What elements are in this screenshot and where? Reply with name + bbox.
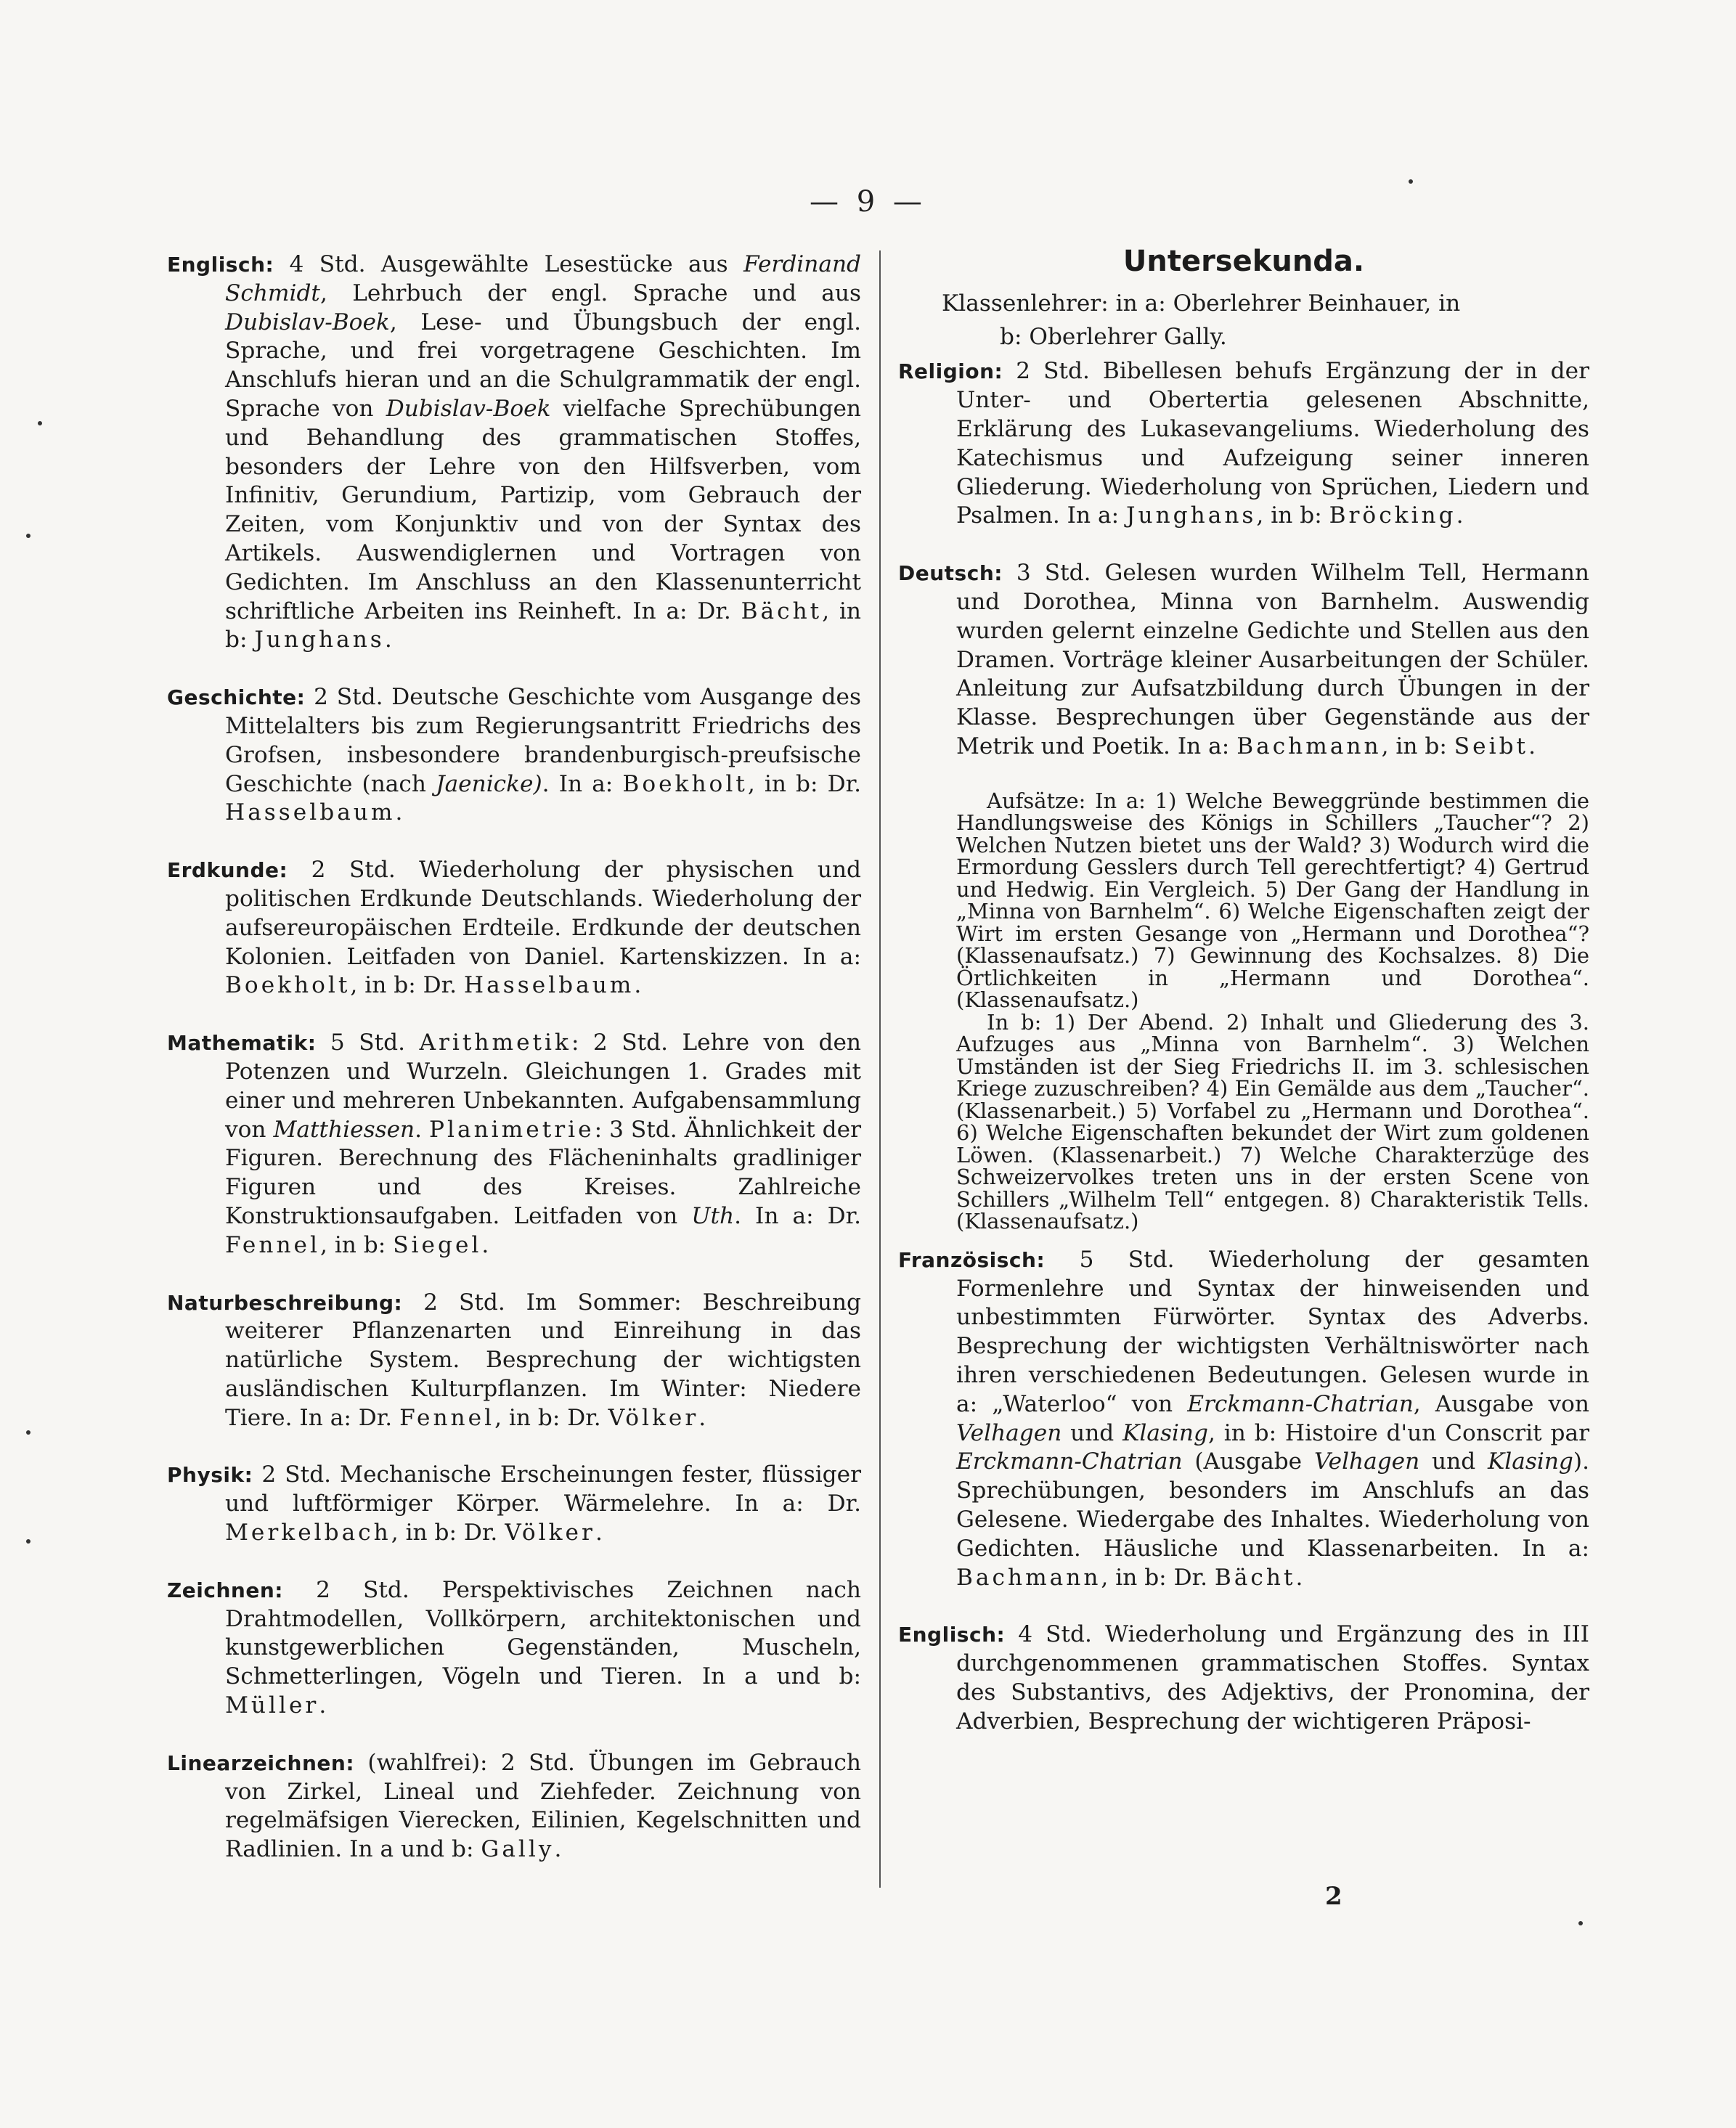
teacher-name: Arithmetik	[419, 1030, 571, 1056]
teacher-name: Bachmann	[1236, 733, 1382, 759]
subject-text: .	[319, 1692, 327, 1719]
book-reference: Uth	[691, 1202, 735, 1229]
subject-heading: Erdkunde:	[167, 858, 288, 883]
book-reference: Velhagen	[1313, 1448, 1420, 1475]
book-reference: Klasing	[1122, 1419, 1208, 1446]
class-teacher-line-2: b: Oberlehrer Gally.	[1000, 323, 1227, 350]
subject-text: , Lehrbuch der engl. Sprache und aus	[319, 280, 861, 306]
subject-heading: Religion:	[898, 359, 1003, 384]
teacher-name: Seibt	[1454, 733, 1529, 759]
subject-text: 2 Std. Bibellesen behufs Ergänzung der in der Unter- und Obertertia gelesenen Abschnitte, Erklärung des Lukasevangeliums. Wiederholung des Katechismus und Aufzeigung seiner inneren Gliederung. Wiederholung von Sprüchen, Liedern und Psalmen. In a:	[956, 358, 1589, 529]
essay-topics-b: In b: 1) Der Abend. 2) Inhalt und Gliederung des 3. Aufzuges aus „Minna von Barnhelm“. 3) Welchen Umständen ist der Sieg Friedrichs II. im 3. schlesischen Kriege zuzuschreiben? 4) Ein Gemälde aus dem „Taucher“. (Klassenarbeit.) 5) Vorfabel zu „Hermann und Dorothea“. 6) Welche Eigenschaften bekundet der Wirt zum goldenen Löwen. (Klassenarbeit.) 7) Welche Charakterzüge des Schweizervolkes treten uns in der ersten Scene von Schillers „Wilhelm Tell“ entgegen. 8) Charakteristik Tells. (Klassenaufsatz.)	[956, 1009, 1589, 1234]
subject-text: .	[1295, 1564, 1303, 1591]
subject-entry-naturbeschreibung	[167, 1289, 861, 1433]
subject-text: 2 Std. Perspektivisches Zeichnen nach Drahtmodellen, Vollkörpern, architektonischen und kunstgewerblichen Gegenständen, Muscheln, Schmetterlingen, Vögeln und Tieren. In a und b:	[225, 1576, 861, 1690]
subject-text: , in b:	[320, 1231, 394, 1258]
subject-text: , in b:	[225, 598, 861, 653]
column-divider	[879, 250, 881, 1888]
subject-entry-erdkunde	[167, 856, 861, 1000]
subject-text: .	[698, 1404, 706, 1431]
subject-text: , Ausgabe von	[1413, 1390, 1589, 1417]
teacher-name: Hasselbaum	[463, 972, 635, 999]
teacher-name: Junghans	[254, 627, 385, 653]
subject-text: 5 Std.	[316, 1030, 420, 1056]
subject-text: .	[1456, 502, 1464, 529]
subject-text: .	[1528, 733, 1536, 759]
book-reference: Erckmann-Chatrian	[956, 1448, 1183, 1475]
subject-entry-englisch	[167, 250, 861, 655]
subject-entry-religion	[898, 357, 1589, 531]
teacher-name: Völker	[505, 1520, 595, 1546]
subject-text: .	[481, 1231, 489, 1258]
book-reference: Dubislav-Boek	[386, 395, 551, 422]
teacher-name: Gally	[481, 1836, 555, 1863]
teacher-name: Völker	[608, 1404, 699, 1431]
subject-text: 5 Std. Wiederholung der gesamten Formenlehre und Syntax der hinweisenden und unbestimmten Fürwörter. Syntax des Adverbs. Besprechung der wichtigsten Verhältniswörter nach ihren verschiedenen Bedeutungen. Gelesen wurde in a: „Waterloo“ von	[956, 1246, 1589, 1417]
subject-text: , in b: Histoire d'un Conscrit par	[1207, 1419, 1589, 1446]
subject-text: : 3 Std. Ähnlichkeit der Figuren. Berechnung des Flächeninhalts gradliniger Figuren und des Kreises. Zahlreiche Konstruktionsaufgaben. Leitfaden von	[225, 1116, 862, 1229]
subject-heading: Physik:	[167, 1463, 253, 1488]
subject-heading: Linearzeichnen:	[167, 1750, 355, 1775]
teacher-name: Fennel	[399, 1404, 495, 1431]
subject-text: 2 Std. Im Sommer: Beschreibung weiterer Pflanzenarten und Einreihung in das natürliche System. Besprechung der wichtigsten ausländischen Kulturpflanzen. Im Winter: Niedere Tiere. In a: Dr.	[225, 1289, 861, 1431]
subject-entry-deutsch	[898, 559, 1589, 762]
subject-text: , in b: Dr.	[494, 1404, 608, 1431]
subject-text: , in b:	[1256, 502, 1329, 529]
book-reference: Ferdinand Schmidt	[225, 251, 861, 306]
teacher-name: Bächt	[741, 598, 823, 624]
teacher-name: Bröcking	[1329, 502, 1456, 529]
book-reference: Erckmann-Chatrian	[1187, 1390, 1414, 1417]
subject-text: , in b:	[1381, 733, 1454, 759]
subject-text: 2 Std. Wiederholung der physischen und politischen Erdkunde Deutschlands. Wiederholung der aufsereuropäischen Erdteile. Erdkunde der deutschen Kolonien. Leitfaden von Daniel. Kartenskizzen. In a:	[225, 857, 861, 970]
teacher-name: Boekholt	[622, 770, 748, 797]
subject-entry-mathematik	[167, 1029, 861, 1260]
teacher-name: Boekholt	[225, 972, 351, 999]
subject-text: : 2 Std. Lehre von den Potenzen und Wurzeln. Gleichungen 1. Grades mit einer und mehreren Unbekannten. Aufgabensammlung von	[225, 1030, 862, 1143]
subject-text: (Ausgabe	[1182, 1448, 1314, 1475]
subject-heading: Naturbeschreibung:	[167, 1290, 403, 1315]
subject-entry-zeichnen	[167, 1576, 861, 1721]
essay-topics	[956, 790, 1589, 1233]
subject-text: .	[415, 1116, 430, 1143]
book-reference: Jaenicke)	[436, 770, 542, 797]
subject-text: .	[595, 1520, 603, 1546]
subject-heading: Zeichnen:	[167, 1578, 283, 1602]
teacher-name: Bächt	[1214, 1564, 1296, 1591]
subject-text: 3 Std. Gelesen wurden Wilhelm Tell, Hermann und Dorothea, Minna von Barnhelm. Auswendig wurden gelernt einzelne Gedichte und Stellen aus den Dramen. Vorträge kleiner Ausarbeitungen der Schüler. Anleitung zur Aufsatzbildung durch Übungen in der Klasse. Besprechungen über Gegenstände aus der Metrik und Poetik. In a:	[956, 560, 1589, 759]
subject-entry-physik	[167, 1461, 861, 1547]
subject-text: vielfache Sprechübungen und Behandlung des grammatischen Stoffes, besonders der Lehre von den Hilfsverben, vom Infinitiv, Gerundium, Partizip, vom Gebrauch der Zeiten, vom Konjunktiv und von der Syntax des Artikels. Auswendiglernen und Vortragen von Gedichten. Im Anschluss an den Klassenunterricht schriftliche Arbeiten ins Reinheft. In a: Dr.	[225, 395, 861, 624]
teacher-name: Müller	[225, 1692, 319, 1719]
subject-heading: Englisch:	[898, 1623, 1006, 1647]
subject-text: ). Sprechübungen, besonders im Anschlufs an das Gelesene. Wiedergabe des Inhaltes. Wiederholung von Gedichten. Häusliche und Klassenarbeiten. In a:	[956, 1448, 1589, 1562]
scan-speck	[26, 534, 30, 538]
subject-text: , in b: Dr.	[747, 770, 861, 797]
subject-text: .	[634, 972, 642, 999]
subject-text: 4 Std. Ausgewählte Lesestücke aus	[274, 251, 744, 277]
subject-text: . In a:	[542, 770, 623, 797]
book-reference: Klasing	[1488, 1448, 1573, 1475]
essay-topics-a: Aufsätze: In a: 1) Welche Beweggründe bestimmen die Handlungsweise des Königs in Schillers „Taucher“? 2) Welchen Nutzen bietet uns der Wald? 3) Wodurch wird die Ermordung Gesslers durch Tell gerechtfertigt? 4) Gertrud und Hedwig. Ein Vergleich. 5) Der Gang der Handlung in „Minna von Barnhelm“. 6) Welche Eigenschaften zeigt der Wirt im ersten Gesange von „Hermann und Dorothea“? (Klassenaufsatz.) 7) Gewinnung des Kochsalzes. 8) Die Örtlichkeiten in „Hermann und Dorothea“. (Klassenaufsatz.)	[956, 788, 1589, 1013]
signature-mark: 2	[1325, 1882, 1342, 1911]
subject-entry-geschichte	[167, 683, 861, 828]
subject-heading: Geschichte:	[167, 685, 306, 710]
subject-text: 2 Std. Mechanische Erscheinungen fester, flüssiger und luftförmiger Körper. Wärmelehre. In a: Dr.	[225, 1462, 861, 1517]
teacher-name: Fennel	[225, 1231, 320, 1258]
subjects-after-essays	[898, 1246, 1589, 1737]
scan-speck	[1409, 179, 1413, 184]
subject-heading: Englisch:	[167, 253, 274, 277]
class-teacher-line: Klassenlehrer: in a: Oberlehrer Beinhauer, in	[942, 290, 1461, 317]
subject-text: .	[384, 627, 392, 653]
subject-text: und	[1061, 1419, 1123, 1446]
subject-entry-französisch	[898, 1246, 1589, 1593]
subject-heading: Mathematik:	[167, 1031, 317, 1056]
subject-entry-linearzeichnen	[167, 1749, 861, 1864]
subjects-before-essays	[898, 357, 1589, 761]
teacher-name: Hasselbaum	[225, 799, 396, 826]
subject-text: .	[395, 799, 403, 826]
book-reference: Matthiessen	[273, 1116, 415, 1143]
book-reference: Dubislav-Boek	[225, 309, 390, 335]
subject-text: und	[1419, 1448, 1488, 1475]
subject-heading: Französisch:	[898, 1247, 1046, 1272]
subject-text: 4 Std. Wiederholung und Ergänzung des in III durchgenommenen grammatischen Stoffes. Syntax des Substantivs, des Adjektivs, der Pronomina, der Adverbien, Besprechung der wichtigeren Präposi-	[956, 1621, 1589, 1734]
teacher-name: Siegel	[393, 1231, 482, 1258]
teacher-name: Planimetrie	[429, 1116, 595, 1143]
teacher-name: Merkelbach	[225, 1520, 391, 1546]
subject-text: (wahlfrei): 2 Std. Übungen im Gebrauch von Zirkel, Lineal und Ziehfeder. Zeichnung von regelmäfsigen Vierecken, Eilinien, Kegelschnitten und Radlinien. In a und b:	[225, 1749, 861, 1863]
teacher-name: Bachmann	[956, 1564, 1101, 1591]
subject-text: 2 Std. Deutsche Geschichte vom Ausgange des Mittelalters bis zum Regierungsantritt Friedrichs des Grofsen, insbesondere brandenburgisch-preufsische Geschichte (nach	[225, 684, 861, 797]
book-reference: Velhagen	[956, 1419, 1062, 1446]
right-column	[898, 245, 1589, 1765]
subject-text: , in b: Dr.	[391, 1520, 505, 1546]
subject-text: , Lese- und Übungsbuch der engl. Sprache, und frei vorgetragene Geschichten. Im Anschlufs hieran und an die Schulgrammatik der engl. Sprache von	[225, 309, 861, 422]
scan-speck	[38, 421, 42, 425]
subject-text: , in b: Dr.	[1101, 1564, 1215, 1591]
subject-heading: Deutsch:	[898, 561, 1003, 586]
subject-text: .	[554, 1836, 562, 1863]
page-number: — 9 —	[810, 185, 926, 219]
subject-text: , in b: Dr.	[350, 972, 464, 999]
scan-speck	[26, 1539, 30, 1544]
subject-text: . In a: Dr.	[734, 1202, 861, 1229]
subject-entry-englisch	[898, 1621, 1589, 1736]
left-column	[167, 250, 861, 1893]
section-title: Untersekunda.	[1122, 245, 1365, 278]
teacher-name: Junghans	[1126, 502, 1257, 529]
scan-speck	[26, 1430, 30, 1435]
scan-speck	[1578, 1921, 1583, 1925]
